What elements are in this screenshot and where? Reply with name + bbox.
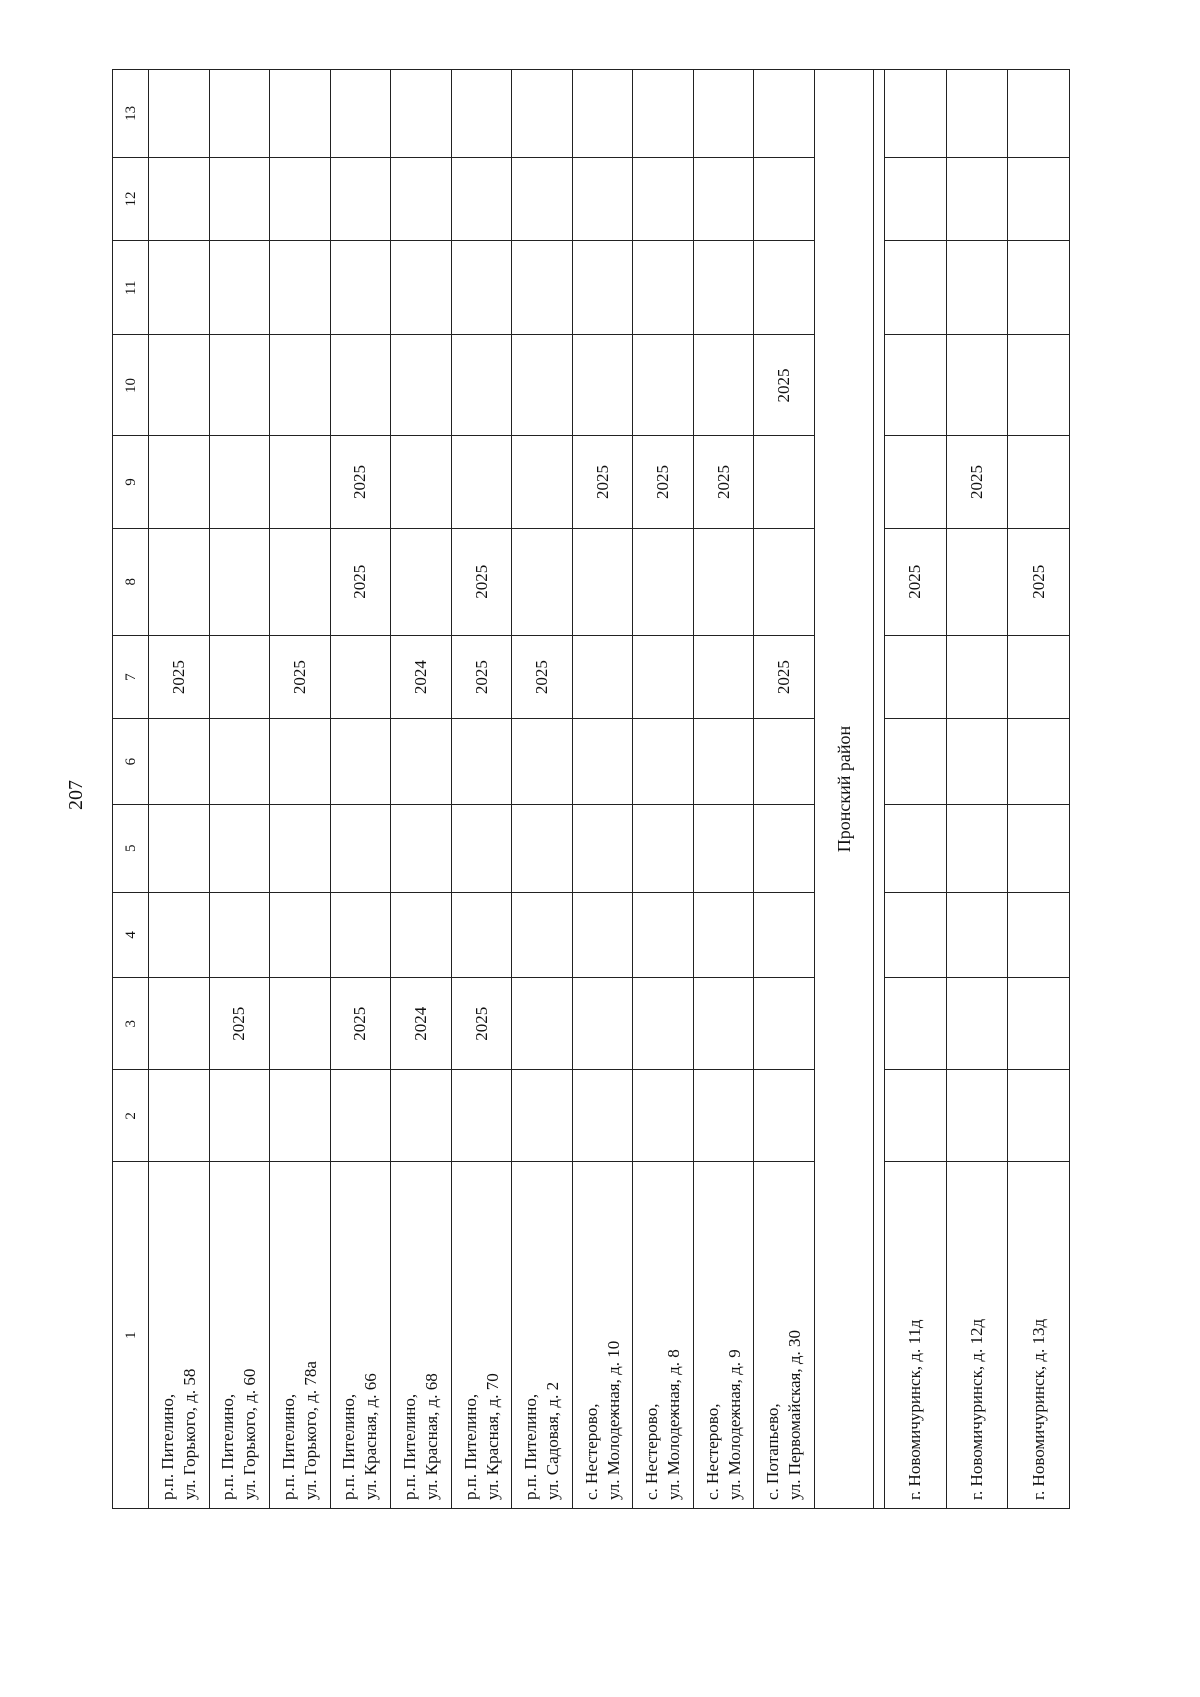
address-line: г. Новомичуринск, д. 13д bbox=[1028, 1318, 1048, 1500]
address-cell bbox=[633, 1162, 694, 1509]
address-line: ул. Горького, д. 78а bbox=[300, 1361, 320, 1500]
value-cell bbox=[946, 157, 1008, 240]
value-cell bbox=[209, 436, 270, 528]
value-cell bbox=[330, 241, 391, 335]
value-cell bbox=[270, 804, 331, 892]
value-cell bbox=[512, 70, 573, 158]
value-cell bbox=[391, 436, 452, 528]
address-line: ул. Молодежная, д. 9 bbox=[724, 1349, 744, 1500]
address-cell bbox=[270, 1162, 331, 1509]
address-line: с. Потапьево, bbox=[763, 1403, 783, 1500]
value-cell bbox=[270, 241, 331, 335]
value-cell bbox=[754, 241, 815, 335]
value-cell bbox=[885, 241, 947, 335]
value-cell bbox=[149, 436, 210, 528]
value-cell bbox=[1008, 636, 1070, 719]
value-cell bbox=[209, 70, 270, 158]
value-cell: 2025 bbox=[149, 636, 210, 719]
value-cell bbox=[1008, 157, 1070, 240]
value-cell: 2025 bbox=[209, 978, 270, 1070]
value-cell bbox=[572, 978, 633, 1070]
value-cell bbox=[149, 335, 210, 436]
value-cell bbox=[754, 70, 815, 158]
column-header: 11 bbox=[113, 241, 149, 335]
table-row bbox=[693, 70, 754, 1509]
table-row bbox=[946, 70, 1008, 1509]
value-cell bbox=[633, 636, 694, 719]
value-cell bbox=[693, 719, 754, 805]
value-cell bbox=[946, 1070, 1008, 1162]
value-cell bbox=[946, 528, 1008, 635]
value-cell bbox=[451, 1070, 512, 1162]
value-cell bbox=[633, 978, 694, 1070]
value-cell bbox=[572, 70, 633, 158]
value-cell bbox=[754, 1070, 815, 1162]
address-line: р.п. Пителино, bbox=[400, 1393, 419, 1500]
value-cell bbox=[270, 70, 331, 158]
value-cell bbox=[149, 528, 210, 635]
header-row bbox=[113, 70, 149, 1509]
value-cell bbox=[149, 804, 210, 892]
value-cell: 2025 bbox=[693, 436, 754, 528]
district-row bbox=[814, 70, 873, 1509]
value-cell: 2025 bbox=[451, 978, 512, 1070]
value-cell bbox=[451, 70, 512, 158]
address-line: р.п. Пителино, bbox=[521, 1393, 541, 1500]
address-line: р.п. Пителино, bbox=[218, 1393, 238, 1500]
column-header: 7 bbox=[113, 636, 149, 719]
value-cell bbox=[693, 241, 754, 335]
value-cell bbox=[572, 719, 633, 805]
table-row bbox=[512, 70, 573, 1509]
value-cell bbox=[512, 157, 573, 240]
value-cell bbox=[754, 804, 815, 892]
value-cell bbox=[754, 157, 815, 240]
value-cell bbox=[391, 719, 452, 805]
value-cell bbox=[391, 1070, 452, 1162]
value-cell: 2025 bbox=[754, 335, 815, 436]
value-cell bbox=[693, 1070, 754, 1162]
value-cell bbox=[693, 528, 754, 635]
value-cell: 2025 bbox=[451, 528, 512, 635]
value-cell bbox=[330, 804, 391, 892]
column-header: 12 bbox=[113, 157, 149, 240]
table-row bbox=[330, 70, 391, 1509]
value-cell bbox=[149, 157, 210, 240]
value-cell bbox=[885, 804, 947, 892]
column-header: 9 bbox=[113, 436, 149, 528]
value-cell bbox=[633, 335, 694, 436]
value-cell bbox=[754, 892, 815, 978]
value-cell: 2025 bbox=[330, 978, 391, 1070]
value-cell: 2024 bbox=[391, 636, 452, 719]
address-cell bbox=[572, 1162, 633, 1509]
value-cell bbox=[330, 892, 391, 978]
value-cell bbox=[633, 1070, 694, 1162]
value-cell bbox=[451, 719, 512, 805]
address-line: с. Нестерово, bbox=[581, 1403, 601, 1500]
address-line: р.п. Пителино, bbox=[278, 1393, 298, 1500]
value-cell bbox=[330, 1070, 391, 1162]
value-cell bbox=[754, 528, 815, 635]
value-cell bbox=[391, 241, 452, 335]
value-cell bbox=[209, 892, 270, 978]
address-cell bbox=[885, 1162, 947, 1509]
address-line: ул. Горького, д. 60 bbox=[240, 1368, 260, 1500]
value-cell bbox=[885, 892, 947, 978]
address-line: р.п. Пителино, bbox=[460, 1393, 480, 1500]
value-cell bbox=[885, 636, 947, 719]
value-cell bbox=[391, 335, 452, 436]
value-cell bbox=[391, 157, 452, 240]
table-row bbox=[572, 70, 633, 1509]
value-cell bbox=[946, 892, 1008, 978]
value-cell bbox=[149, 70, 210, 158]
address-line: с. Нестерово, bbox=[702, 1403, 722, 1500]
table-row bbox=[885, 70, 947, 1509]
value-cell bbox=[149, 241, 210, 335]
value-cell bbox=[693, 978, 754, 1070]
value-cell bbox=[946, 335, 1008, 436]
value-cell bbox=[512, 241, 573, 335]
value-cell bbox=[451, 436, 512, 528]
value-cell bbox=[451, 241, 512, 335]
column-header: 2 bbox=[113, 1070, 149, 1162]
value-cell bbox=[330, 335, 391, 436]
value-cell bbox=[693, 157, 754, 240]
value-cell bbox=[209, 719, 270, 805]
value-cell bbox=[209, 804, 270, 892]
value-cell bbox=[754, 978, 815, 1070]
value-cell: 2025 bbox=[754, 636, 815, 719]
address-cell bbox=[946, 1162, 1008, 1509]
value-cell bbox=[330, 157, 391, 240]
table-row bbox=[391, 70, 452, 1509]
value-cell bbox=[1008, 436, 1070, 528]
address-line: ул. Горького, д. 58 bbox=[179, 1368, 199, 1500]
value-cell bbox=[149, 892, 210, 978]
value-cell bbox=[209, 157, 270, 240]
value-cell bbox=[633, 241, 694, 335]
value-cell bbox=[451, 335, 512, 436]
address-cell bbox=[693, 1162, 754, 1509]
value-cell bbox=[270, 719, 331, 805]
district-title: Пронский район bbox=[814, 70, 873, 1509]
value-cell bbox=[209, 636, 270, 719]
value-cell bbox=[693, 804, 754, 892]
address-line: г. Новомичуринск, д. 11д bbox=[905, 1319, 925, 1500]
value-cell bbox=[1008, 335, 1070, 436]
value-cell bbox=[693, 892, 754, 978]
value-cell bbox=[946, 804, 1008, 892]
value-cell bbox=[572, 335, 633, 436]
spacer-cell bbox=[874, 70, 885, 1509]
table-row bbox=[1008, 70, 1070, 1509]
value-cell bbox=[885, 978, 947, 1070]
value-cell bbox=[633, 892, 694, 978]
value-cell bbox=[270, 157, 331, 240]
value-cell bbox=[885, 436, 947, 528]
value-cell bbox=[512, 335, 573, 436]
value-cell bbox=[946, 636, 1008, 719]
value-cell bbox=[572, 241, 633, 335]
value-cell bbox=[270, 528, 331, 635]
value-cell bbox=[693, 335, 754, 436]
value-cell bbox=[451, 157, 512, 240]
value-cell bbox=[1008, 978, 1070, 1070]
address-cell bbox=[209, 1162, 270, 1509]
value-cell bbox=[754, 719, 815, 805]
value-cell bbox=[693, 70, 754, 158]
value-cell: 2025 bbox=[270, 636, 331, 719]
address-line: ул. Садовая, д. 2 bbox=[543, 1381, 563, 1500]
value-cell bbox=[391, 70, 452, 158]
value-cell bbox=[885, 1070, 947, 1162]
value-cell bbox=[1008, 1070, 1070, 1162]
value-cell: 2025 bbox=[330, 528, 391, 635]
value-cell bbox=[633, 528, 694, 635]
value-cell bbox=[754, 436, 815, 528]
column-header: 6 bbox=[113, 719, 149, 805]
value-cell: 2024 bbox=[391, 978, 452, 1070]
value-cell bbox=[693, 636, 754, 719]
address-cell bbox=[512, 1162, 573, 1509]
value-cell bbox=[946, 70, 1008, 158]
value-cell bbox=[391, 804, 452, 892]
table-row bbox=[149, 70, 210, 1509]
address-cell bbox=[1008, 1162, 1070, 1509]
value-cell bbox=[946, 978, 1008, 1070]
value-cell bbox=[512, 719, 573, 805]
value-cell bbox=[633, 719, 694, 805]
value-cell: 2025 bbox=[451, 636, 512, 719]
value-cell bbox=[572, 528, 633, 635]
value-cell bbox=[451, 892, 512, 978]
table-row bbox=[451, 70, 512, 1509]
value-cell bbox=[512, 804, 573, 892]
value-cell bbox=[270, 436, 331, 528]
value-cell: 2025 bbox=[1008, 528, 1070, 635]
column-header: 3 bbox=[113, 978, 149, 1070]
value-cell bbox=[1008, 70, 1070, 158]
value-cell bbox=[451, 804, 512, 892]
column-header: 1 bbox=[113, 1162, 149, 1509]
address-cell bbox=[391, 1162, 452, 1509]
value-cell bbox=[270, 335, 331, 436]
value-cell bbox=[1008, 892, 1070, 978]
value-cell: 2025 bbox=[633, 436, 694, 528]
value-cell bbox=[946, 241, 1008, 335]
address-cell bbox=[149, 1162, 210, 1509]
value-cell bbox=[149, 719, 210, 805]
value-cell: 2025 bbox=[946, 436, 1008, 528]
page-number: 207 bbox=[65, 780, 87, 810]
value-cell bbox=[885, 719, 947, 805]
value-cell bbox=[512, 1070, 573, 1162]
value-cell bbox=[1008, 804, 1070, 892]
address-line: ул. Молодежная, д. 10 bbox=[603, 1340, 623, 1500]
address-line: ул. Первомайская, д. 30 bbox=[785, 1330, 805, 1500]
address-line: р.п. Пителино, bbox=[339, 1393, 359, 1500]
column-header: 5 bbox=[113, 804, 149, 892]
value-cell bbox=[330, 70, 391, 158]
value-cell bbox=[885, 70, 947, 158]
address-cell bbox=[451, 1162, 512, 1509]
address-line: ул. Молодежная, д. 8 bbox=[664, 1349, 684, 1500]
value-cell bbox=[391, 528, 452, 635]
table-row bbox=[270, 70, 331, 1509]
value-cell bbox=[270, 1070, 331, 1162]
value-cell bbox=[149, 978, 210, 1070]
value-cell bbox=[209, 241, 270, 335]
value-cell bbox=[330, 636, 391, 719]
value-cell bbox=[633, 157, 694, 240]
value-cell bbox=[633, 804, 694, 892]
value-cell bbox=[270, 978, 331, 1070]
value-cell bbox=[572, 636, 633, 719]
column-header: 4 bbox=[113, 892, 149, 978]
value-cell bbox=[572, 804, 633, 892]
address-line: ул. Красная, д. 68 bbox=[422, 1373, 441, 1500]
data-table bbox=[112, 69, 1070, 1509]
value-cell bbox=[209, 335, 270, 436]
value-cell bbox=[512, 892, 573, 978]
value-cell bbox=[572, 892, 633, 978]
value-cell bbox=[209, 1070, 270, 1162]
address-line: ул. Красная, д. 70 bbox=[482, 1373, 502, 1500]
address-line: ул. Красная, д. 66 bbox=[361, 1373, 381, 1500]
value-cell bbox=[633, 70, 694, 158]
value-cell bbox=[149, 1070, 210, 1162]
table-row bbox=[633, 70, 694, 1509]
address-line: с. Нестерово, bbox=[642, 1403, 662, 1500]
address-line: р.п. Пителино, bbox=[157, 1393, 177, 1500]
value-cell: 2025 bbox=[330, 436, 391, 528]
value-cell bbox=[512, 436, 573, 528]
column-header: 8 bbox=[113, 528, 149, 635]
column-header: 10 bbox=[113, 335, 149, 436]
value-cell bbox=[330, 719, 391, 805]
column-header: 13 bbox=[113, 70, 149, 158]
value-cell bbox=[946, 719, 1008, 805]
value-cell bbox=[1008, 241, 1070, 335]
value-cell bbox=[885, 335, 947, 436]
value-cell bbox=[1008, 719, 1070, 805]
address-cell bbox=[330, 1162, 391, 1509]
table-row bbox=[754, 70, 815, 1509]
table-row bbox=[209, 70, 270, 1509]
value-cell: 2025 bbox=[885, 528, 947, 635]
spacer-row bbox=[874, 70, 885, 1509]
address-line: г. Новомичуринск, д. 12д bbox=[966, 1318, 986, 1500]
value-cell bbox=[209, 528, 270, 635]
value-cell bbox=[572, 1070, 633, 1162]
value-cell: 2025 bbox=[512, 636, 573, 719]
value-cell bbox=[885, 157, 947, 240]
value-cell bbox=[512, 978, 573, 1070]
value-cell: 2025 bbox=[572, 436, 633, 528]
address-cell bbox=[754, 1162, 815, 1509]
value-cell bbox=[391, 892, 452, 978]
value-cell bbox=[512, 528, 573, 635]
value-cell bbox=[572, 157, 633, 240]
value-cell bbox=[270, 892, 331, 978]
